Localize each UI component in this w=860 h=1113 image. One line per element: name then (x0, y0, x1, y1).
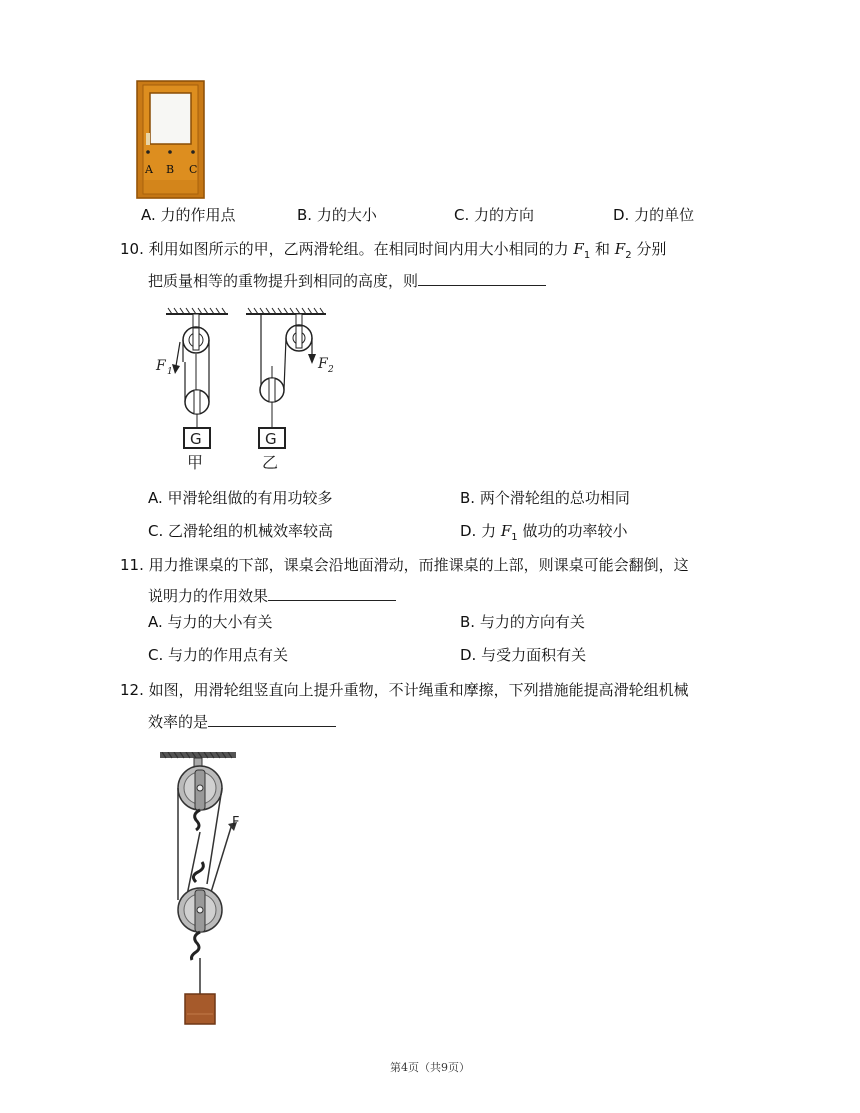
q10-pulley-figure (150, 306, 350, 478)
q10-option-b[interactable]: B. 两个滑轮组的总功相同 (460, 489, 630, 507)
f2-label-sub: 2 (328, 365, 334, 375)
q10-stem-post: 分别 (636, 240, 667, 258)
q10-stem-line2 (148, 269, 546, 291)
q11-stem-line1: 11. 用力推课桌的下部，课桌会沿地面滑动，而推课桌的上部，则课桌可能会翻倒，这 (120, 556, 689, 574)
q11-option-d[interactable]: D. 与受力面积有关 (460, 646, 587, 664)
q10-option-c[interactable]: C. 乙滑轮组的机械效率较高 (148, 522, 334, 540)
q9-option-b[interactable]: B. 力的大小 (297, 206, 377, 224)
f1-label: F (156, 358, 166, 374)
q10-stem-line1 (120, 239, 666, 266)
q10-f2-sub: 2 (625, 250, 632, 261)
q11-stem-line2 (148, 584, 396, 606)
q11-option-a[interactable]: A. 与力的大小有关 (148, 613, 273, 631)
q10-stem-pre: 10. 利用如图所示的甲，乙两滑轮组。在相同时间内用大小相同的力 (120, 240, 569, 258)
q9-option-a[interactable]: A. 力的作用点 (141, 206, 236, 224)
door-label-b: B (166, 163, 175, 176)
f1-label-sub: 1 (167, 367, 173, 377)
q12-stem-line2 (148, 710, 336, 732)
q10-option-d[interactable] (460, 521, 627, 548)
f2-label: F (318, 356, 328, 372)
q10-f2: F (614, 240, 626, 258)
page-footer: 第4页（共9页） (390, 1061, 470, 1074)
q10-and: 和 (595, 240, 611, 258)
q10-option-a[interactable]: A. 甲滑轮组做的有用功较多 (148, 489, 333, 507)
door-label-a: A (145, 163, 153, 176)
left-weight-label: G (190, 430, 202, 448)
q12-stem-line2-text: 效率的是 (148, 713, 209, 731)
q11-stem-line2-text: 说明力的作用效果 (148, 587, 269, 605)
q10-option-d-var: F (500, 522, 512, 540)
q10-answer-blank[interactable] (418, 269, 546, 286)
q11-option-b[interactable]: B. 与力的方向有关 (460, 613, 585, 631)
q9-option-c[interactable]: C. 力的方向 (454, 206, 535, 224)
caption-jia: 甲 (187, 453, 204, 472)
q9-option-d[interactable]: D. 力的单位 (613, 206, 695, 224)
q10-option-d-pre: D. 力 (460, 522, 497, 540)
q12-pulley-figure (158, 752, 258, 1027)
q12-stem-line1: 12. 如图，用滑轮组竖直向上提升重物，不计绳重和摩擦，下列措施能提高滑轮组机械 (120, 681, 689, 699)
right-weight-label: G (265, 430, 277, 448)
q10-option-d-sub: 1 (511, 532, 518, 543)
q10-f1-sub: 1 (583, 250, 591, 261)
caption-yi: 乙 (262, 453, 279, 472)
q12-force-label: F (232, 815, 240, 830)
q10-stem-line2-text: 把质量相等的重物提升到相同的高度，则 (148, 272, 419, 290)
q11-answer-blank[interactable] (268, 584, 396, 601)
q10-f1: F (573, 240, 584, 258)
q10-option-d-post: 做功的功率较小 (522, 522, 628, 540)
door-figure (136, 80, 206, 200)
q11-option-c[interactable]: C. 与力的作用点有关 (148, 646, 289, 664)
door-label-c: C (189, 163, 198, 176)
q12-answer-blank[interactable] (208, 710, 336, 727)
